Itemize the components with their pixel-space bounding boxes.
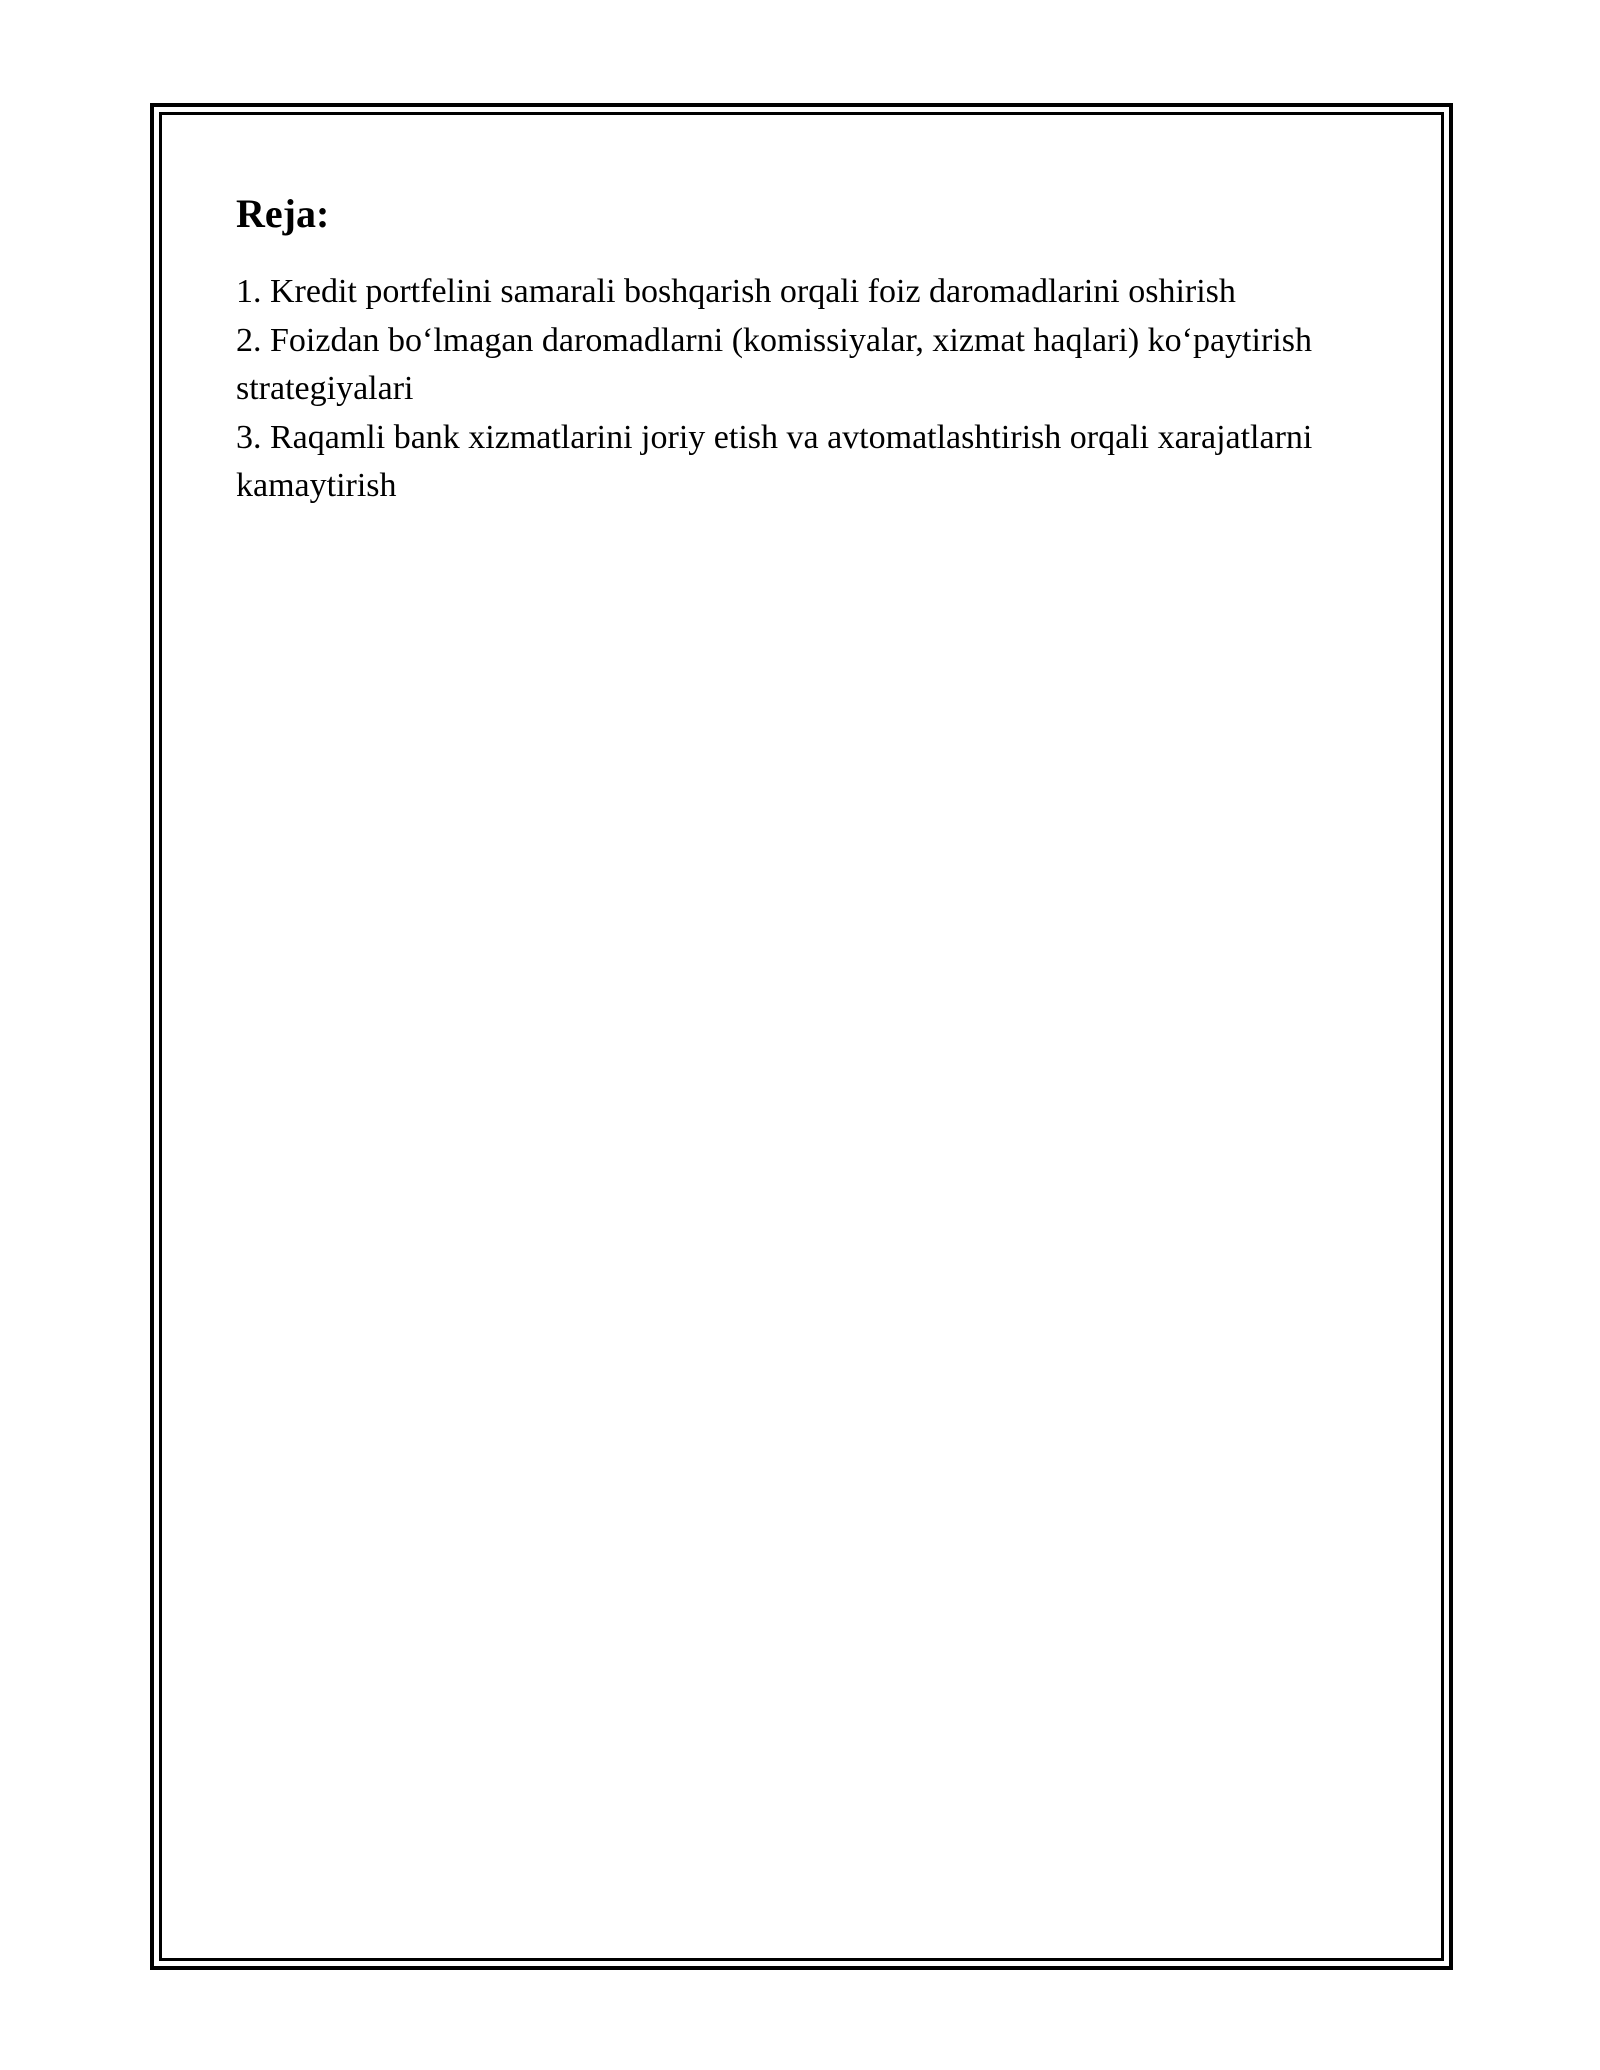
plan-item-1: 1. Kredit portfelini samarali boshqarish orqali foiz daromadlarini oshirish <box>236 273 1236 310</box>
plan-item-3: 3. Raqamli bank xizmatlarini joriy etish va avtomatlashtirish orqali xarajatlarni kamaytirish <box>236 418 1313 504</box>
document-content <box>236 184 1376 511</box>
plan-item-2: 2. Foizdan bo‘lmagan daromadlarni (komissiyalar, xizmat haqlari) ko‘paytirish strategiyalari <box>236 321 1312 407</box>
plan-heading: Reja: <box>236 191 330 236</box>
plan-list <box>236 268 1376 511</box>
